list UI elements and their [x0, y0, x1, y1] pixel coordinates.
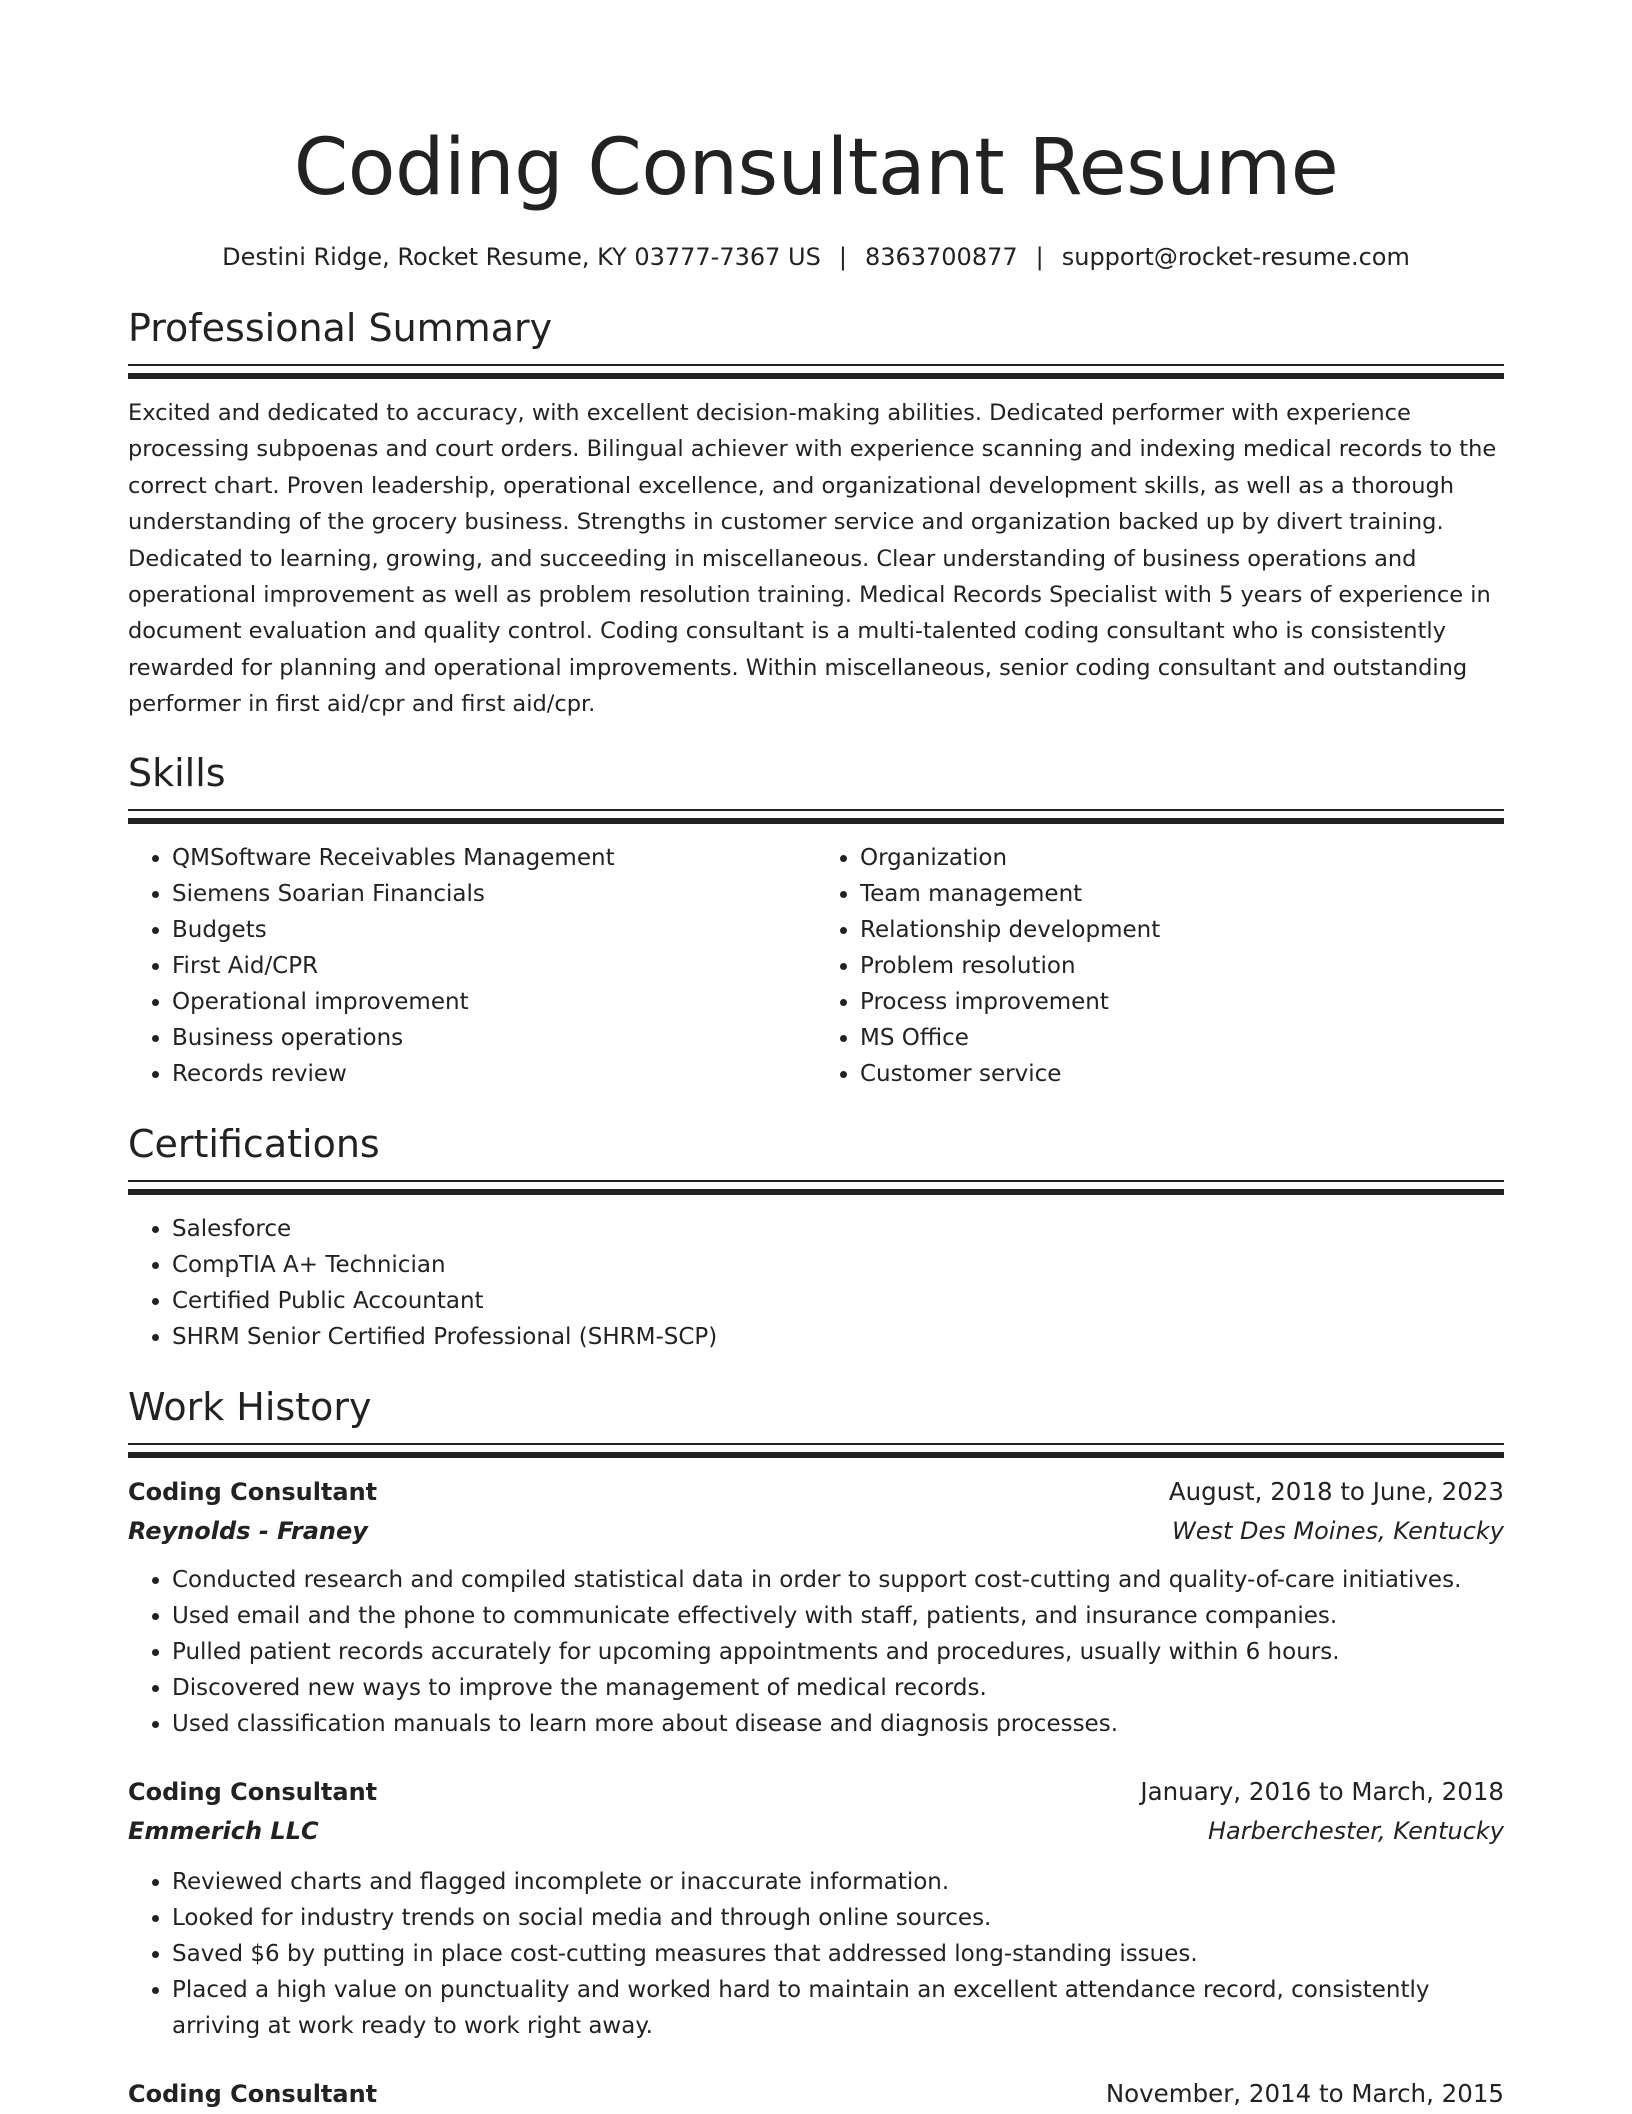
summary-section	[128, 304, 1504, 723]
section-divider	[128, 1180, 1504, 1195]
skill-item: • MS Office	[860, 1020, 1504, 1056]
section-divider	[128, 364, 1504, 379]
certifications-section	[128, 1120, 1504, 1355]
section-heading-skills: Skills	[128, 750, 226, 795]
contact-email: support@rocket-resume.com	[1061, 243, 1410, 271]
section-heading-certifications: Certifications	[128, 1121, 380, 1166]
skill-item: • Business operations	[172, 1020, 816, 1056]
job-bullet: • Placed a high value on punctuality and worked hard to maintain an excellent attendance record, consistently arriving at work ready to work right away.	[172, 1972, 1504, 2044]
section-divider	[128, 809, 1504, 824]
job-entry	[128, 1772, 1504, 2044]
skills-section	[128, 749, 1504, 1092]
skills-columns	[128, 840, 1504, 1092]
job-bullet: • Pulled patient records accurately for upcoming appointments and procedures, usually within 6 hours.	[172, 1634, 1504, 1670]
skill-item: • Budgets	[172, 912, 816, 948]
contact-phone: 8363700877	[864, 243, 1018, 271]
contact-address: Destini Ridge, Rocket Resume, KY 03777-7367 US	[222, 243, 821, 271]
job-bullets	[128, 1864, 1504, 2044]
skill-item: • Process improvement	[860, 984, 1504, 1020]
job-bullet: • Used classification manuals to learn more about disease and diagnosis processes.	[172, 1706, 1504, 1742]
skill-item: • Siemens Soarian Financials	[172, 876, 816, 912]
job-dates: November, 2014 to March, 2015	[1105, 2078, 1504, 2108]
skill-item: • Customer service	[860, 1056, 1504, 1092]
job-company: Emmerich LLC	[128, 1816, 319, 1845]
job-header	[128, 1772, 1504, 1812]
job-bullet: • Looked for industry trends on social media and through online sources.	[172, 1900, 1504, 1936]
job-bullets	[128, 1562, 1504, 1742]
skills-list-left	[128, 840, 816, 1092]
contact-line	[128, 240, 1504, 274]
contact-separator: |	[1035, 243, 1044, 271]
certification-item: • SHRM Senior Certified Professional (SHRM-SCP)	[172, 1319, 1504, 1355]
job-bullet: • Used email and the phone to communicate effectively with staff, patients, and insurance companies.	[172, 1598, 1504, 1634]
skill-item: • Operational improvement	[172, 984, 816, 1020]
skill-item: • Organization	[860, 840, 1504, 876]
section-heading-work-history: Work History	[128, 1384, 372, 1429]
job-entry	[128, 2074, 1504, 2114]
skill-item: • Relationship development	[860, 912, 1504, 948]
job-company: Reynolds - Franey	[128, 1516, 368, 1545]
section-heading-summary: Professional Summary	[128, 306, 553, 350]
skill-item: • First Aid/CPR	[172, 948, 816, 984]
skill-item: • QMSoftware Receivables Management	[172, 840, 816, 876]
job-location: Harberchester, Kentucky	[1207, 1816, 1504, 1845]
job-bullet: • Saved $6 by putting in place cost-cutting measures that addressed long-standing issues.	[172, 1936, 1504, 1972]
section-divider	[128, 1443, 1504, 1458]
resume-title: Coding Consultant Resume	[293, 123, 1339, 213]
job-title: Coding Consultant	[128, 1777, 378, 1806]
skill-item: • Records review	[172, 1056, 816, 1092]
skill-item: • Team management	[860, 876, 1504, 912]
job-subheader	[128, 1812, 1504, 1850]
job-bullet: • Reviewed charts and flagged incomplete or inaccurate information.	[172, 1864, 1504, 1900]
skill-item: • Problem resolution	[860, 948, 1504, 984]
job-location: West Des Moines, Kentucky	[1172, 1516, 1504, 1545]
job-subheader	[128, 1512, 1504, 1550]
job-dates: January, 2016 to March, 2018	[1140, 1776, 1504, 1806]
job-dates: August, 2018 to June, 2023	[1168, 1476, 1504, 1506]
job-title: Coding Consultant	[128, 2079, 378, 2108]
skills-list-right	[816, 840, 1504, 1092]
summary-text: Excited and dedicated to accuracy, with excellent decision-making abilities. Dedicated performer with experience processing subpoenas and court orders. Bilingual achiever with experience scanning and indexing medical records to the correct chart. Proven leadership, operational excellence, and organizational development skills, as well as a thorough understanding of the grocery business. Strengths in customer service and organization backed up by divert training. Dedicated to learning, growing, and succeeding in miscellaneous. Clear understanding of business operations and operational improvement as well as problem resolution training. Medical Records Specialist with 5 years of experience in document evaluation and quality control. Coding consultant is a multi-talented coding consultant who is consistently rewarded for planning and operational improvements. Within miscellaneous, senior coding consultant and outstanding performer in first aid/cpr and first aid/cpr.	[128, 400, 1497, 718]
certification-item: • Certified Public Accountant	[172, 1283, 1504, 1319]
job-title: Coding Consultant	[128, 1477, 378, 1506]
job-bullet: • Discovered new ways to improve the management of medical records.	[172, 1670, 1504, 1706]
certification-item: • Salesforce	[172, 1211, 1504, 1247]
certifications-list	[128, 1211, 1504, 1355]
certification-item: • CompTIA A+ Technician	[172, 1247, 1504, 1283]
work-history-section	[128, 1383, 1504, 2114]
job-header	[128, 2074, 1504, 2114]
job-header	[128, 1472, 1504, 1512]
contact-separator: |	[838, 243, 847, 271]
job-entry	[128, 1472, 1504, 1742]
job-bullet: • Conducted research and compiled statistical data in order to support cost-cutting and quality-of-care initiatives.	[172, 1562, 1504, 1598]
